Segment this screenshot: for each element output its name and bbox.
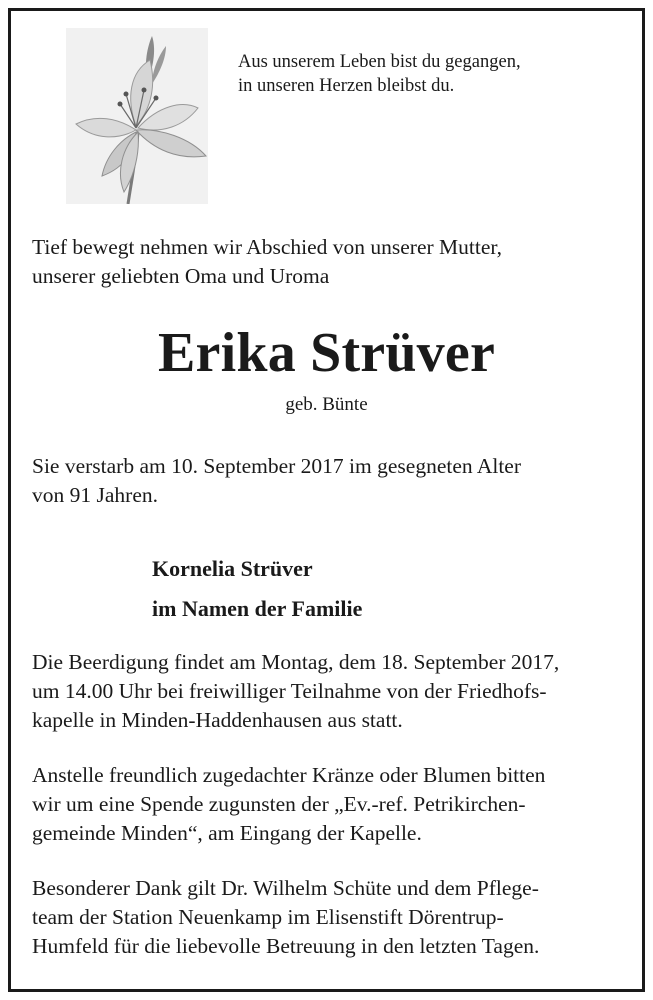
thanks-line: Besonderer Dank gilt Dr. Wilhelm Schüte und dem Pflege- <box>32 876 539 900</box>
funeral-line: kapelle in Minden-Haddenhausen aus statt. <box>32 708 403 732</box>
funeral-details <box>32 648 559 735</box>
thanks-line: team der Station Neuenkamp im Elisenstift Dörentrup- <box>32 905 504 929</box>
death-notice-line: Sie verstarb am 10. September 2017 im gesegneten Alter <box>32 454 521 478</box>
verse-line: in unseren Herzen bleibst du. <box>238 76 455 96</box>
donation-line: gemeinde Minden“, am Eingang der Kapelle. <box>32 821 422 845</box>
donation-request <box>32 761 545 848</box>
intro-line: unserer geliebten Oma und Uroma <box>32 264 330 288</box>
funeral-line: Die Beerdigung findet am Montag, dem 18. September 2017, <box>32 650 560 674</box>
lily-flower-icon <box>66 28 208 204</box>
farewell-intro <box>32 233 502 291</box>
mourners <box>152 549 362 629</box>
donation-line: wir um eine Spende zugunsten der „Ev.-ref. Petrikirchen- <box>32 792 526 816</box>
verse <box>238 50 618 98</box>
donation-line: Anstelle freundlich zugedachter Kränze oder Blumen bitten <box>32 763 546 787</box>
verse-line: Aus unserem Leben bist du gegangen, <box>238 52 521 72</box>
deceased-name: Erika Strüver <box>157 322 495 384</box>
thanks-note <box>32 874 539 961</box>
funeral-line: um 14.00 Uhr bei freiwilliger Teilnahme von der Friedhofs- <box>32 679 547 703</box>
death-notice-line: von 91 Jahren. <box>32 483 158 507</box>
birth-name: geb. Bünte <box>285 394 368 415</box>
intro-line: Tief bewegt nehmen wir Abschied von unserer Mutter, <box>32 235 503 259</box>
mourner-name: Kornelia Strüver <box>152 556 313 581</box>
thanks-line: Humfeld für die liebevolle Betreuung in den letzten Tagen. <box>32 934 540 958</box>
mourner-family: im Namen der Familie <box>152 596 363 621</box>
death-notice <box>32 452 521 510</box>
